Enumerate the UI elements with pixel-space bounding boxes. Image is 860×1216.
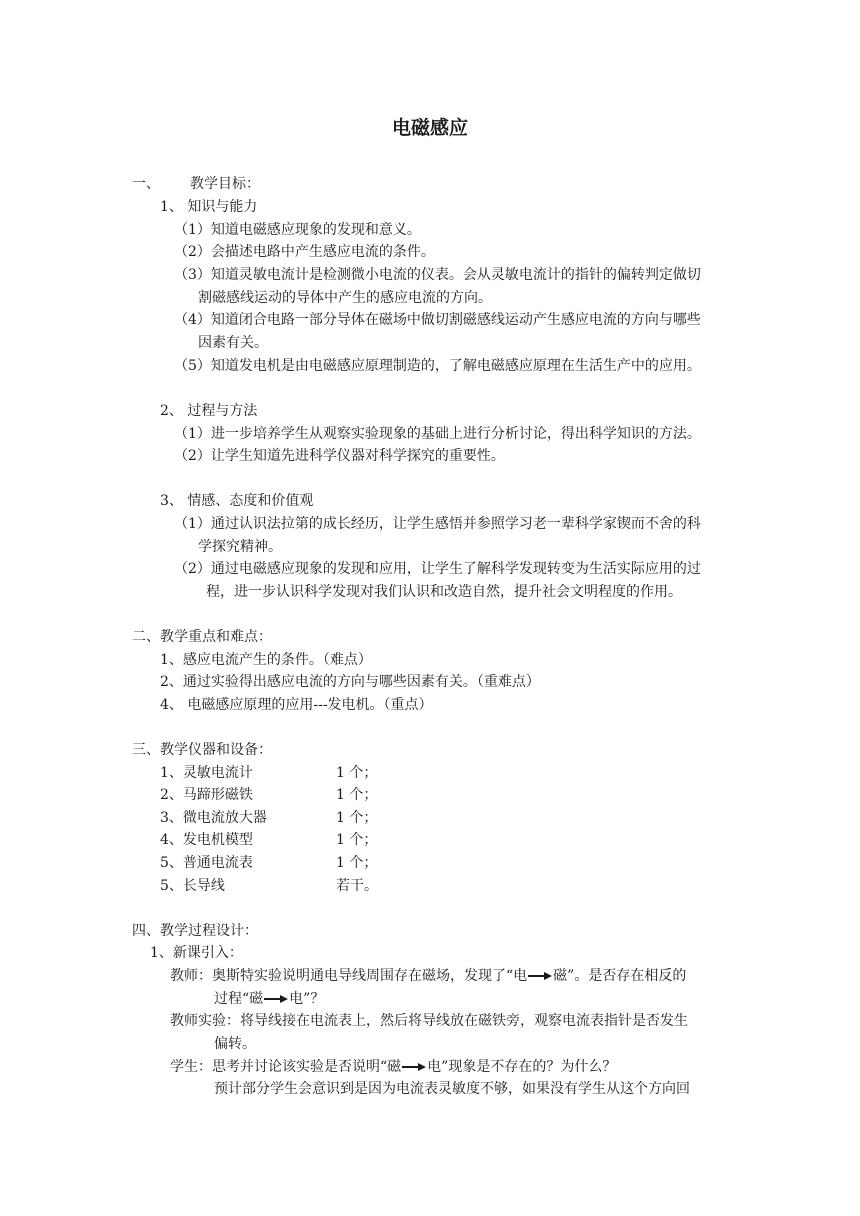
teacher-line [170,966,686,986]
section-3-heading: 三、教学仪器和设备： [132,742,272,758]
key-point-line: 4、 电磁感应原理的应用---发电机。（重点） [160,697,433,713]
subsection-1-2-heading: 2、 过程与方法 [160,403,258,419]
objective-line-continued: 割磁感线运动的导体中产生的感应电流的方向。 [198,290,492,306]
teacher-line-text: 磁”。是否存在相反的 [553,968,687,984]
objective-line-continued: 因素有关。 [198,335,268,351]
objective-line: （5）知道发电机是由电磁感应原理制造的，了解电磁感应原理在生活生产中的应用。 [174,358,701,374]
equipment-quantity: 1 个； [336,810,378,826]
equipment-quantity: 1 个； [336,765,378,781]
equipment-name: 5、长导线 [160,878,225,894]
teacher-line-text: 过程“磁 [214,991,264,1007]
student-line-text: 学生：思考并讨论该实验是否说明“磁 [170,1059,402,1075]
key-point-line: 1、感应电流产生的条件。（难点） [160,652,372,668]
section-2-heading: 二、教学重点和难点： [132,629,272,645]
equipment-name: 2、马蹄形磁铁 [160,787,253,803]
equipment-name: 5、普通电流表 [160,855,253,871]
objective-line: （2）通过电磁感应现象的发现和应用，让学生了解科学发现转变为生活实际应用的过 [174,561,701,577]
equipment-name: 3、微电流放大器 [160,810,267,826]
objective-line: （1）通过认识法拉第的成长经历，让学生感悟并参照学习老一辈科学家锲而不舍的科 [174,516,701,532]
subsection-4-1-heading: 1、新课引入： [150,945,243,961]
teacher-experiment-line-continued: 偏转。 [214,1036,256,1052]
equipment-quantity: 1 个； [336,787,378,803]
student-line [170,1057,616,1077]
student-line-text: 电”现象是不存在的？为什么？ [427,1059,617,1075]
teacher-line-text: 教师：奥斯特实验说明通电导线周围存在磁场，发现了“电 [170,968,528,984]
objective-line: （2）会描述电路中产生感应电流的条件。 [174,244,435,260]
right-arrow-icon [264,994,288,1004]
objective-line-continued: 程，进一步认识科学发现对我们认识和改造自然，提升社会文明程度的作用。 [206,584,682,600]
teacher-experiment-line: 教师实验：将导线接在电流表上，然后将导线放在磁铁旁，观察电流表指针是否发生 [170,1013,688,1029]
objective-line: （4）知道闭合电路一部分导体在磁场中做切割磁感线运动产生感应电流的方向与哪些 [174,312,701,328]
objective-line: （2）让学生知道先进科学仪器对科学探究的重要性。 [174,448,505,464]
equipment-quantity: 1 个； [336,855,378,871]
objective-line: （3）知道灵敏电流计是检测微小电流的仪表。会从灵敏电流计的指针的偏转判定做切 [174,267,701,283]
equipment-name: 4、发电机模型 [160,832,253,848]
key-point-line: 2、通过实验得出感应电流的方向与哪些因素有关。（重难点） [160,674,540,690]
section-1-heading: 教学目标： [190,176,260,192]
subsection-1-3-heading: 3、 情感、态度和价值观 [160,493,314,509]
expected-response-line: 预计部分学生会意识到是因为电流表灵敏度不够，如果没有学生从这个方向回 [214,1081,690,1097]
right-arrow-icon [402,1062,426,1072]
objective-line: （1）知道电磁感应现象的发现和意义。 [174,222,421,238]
equipment-name: 1、灵敏电流计 [160,765,253,781]
subsection-1-1-heading: 1、 知识与能力 [160,199,258,215]
teacher-line-text: 电”？ [289,991,325,1007]
teacher-line-continued [214,989,324,1009]
section-1-number: 一、 [132,176,160,192]
right-arrow-icon [528,971,552,981]
objective-line-continued: 学探究精神。 [198,539,282,555]
page-title: 电磁感应 [391,117,468,139]
equipment-quantity: 若干。 [336,878,378,894]
objective-line: （1）进一步培养学生从观察实验现象的基础上进行分析讨论，得出科学知识的方法。 [174,426,701,442]
equipment-quantity: 1 个； [336,832,378,848]
section-4-heading: 四、教学过程设计： [132,923,258,939]
